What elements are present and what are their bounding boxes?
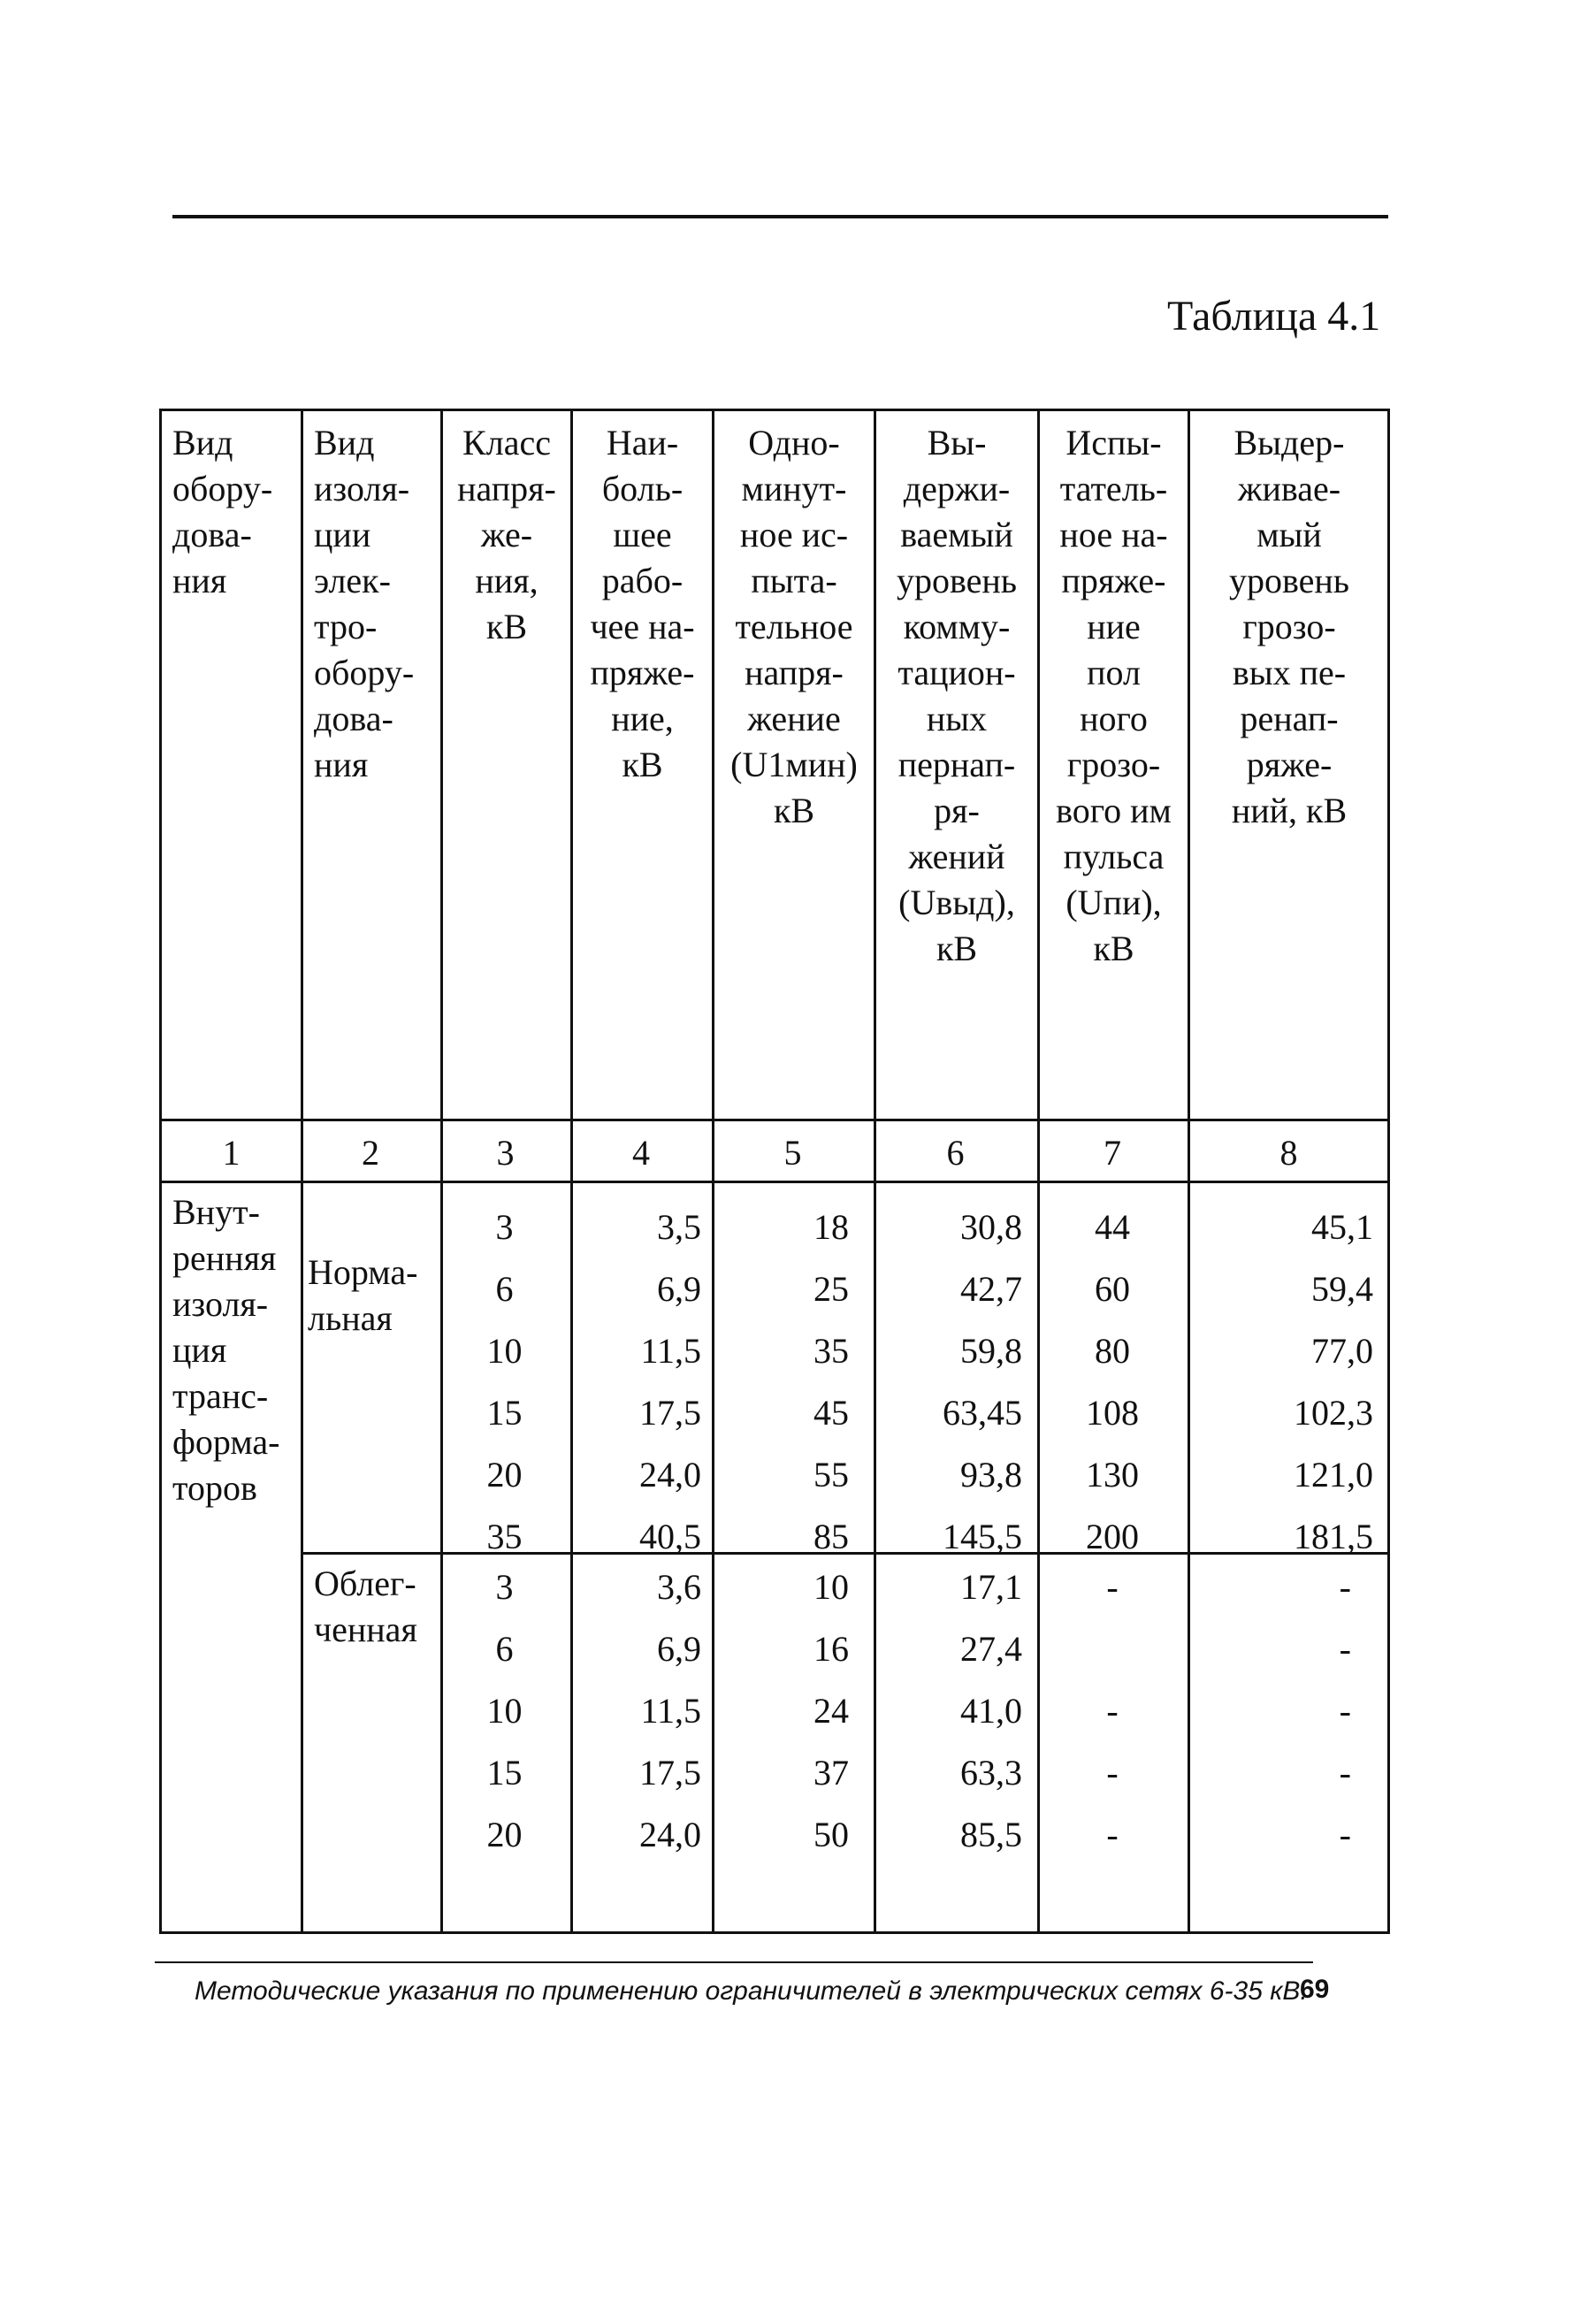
column-number: 7 bbox=[1104, 1133, 1121, 1173]
group-normal-col-switching: 30,8 42,7 59,8 63,45 93,8 145,5 bbox=[943, 1207, 1022, 1556]
footer-rule bbox=[155, 1961, 1313, 1963]
table-title: Таблица 4.1 bbox=[1167, 293, 1381, 340]
column-number: 8 bbox=[1279, 1133, 1298, 1173]
row-divider bbox=[162, 1119, 1387, 1121]
group-normal-col-voltage-class: 3 6 10 15 20 35 bbox=[486, 1207, 523, 1556]
insulation-normal-cell: Норма- льная bbox=[308, 1252, 418, 1338]
column-number: 4 bbox=[632, 1133, 650, 1173]
column-number: 1 bbox=[222, 1133, 241, 1173]
group-normal-col-one-minute: 18 25 35 45 55 85 bbox=[813, 1207, 849, 1556]
insulation-light-cell: Облег- ченная bbox=[314, 1563, 417, 1649]
page-number: 69 bbox=[1300, 1975, 1330, 2004]
equipment-type-cell: Внут- ренняя изоля- ция транс- форма- торов bbox=[172, 1192, 280, 1508]
row-divider bbox=[162, 1181, 1387, 1183]
column-number: 6 bbox=[946, 1133, 965, 1173]
top-rule bbox=[172, 215, 1388, 218]
header-lightning-impulse-test-voltage: Испы- татель- ное на- пряже- ние пол ного грозо- вого им пульса (Uпи), кВ bbox=[1056, 423, 1172, 968]
header-voltage-class: Класс напря- же- ния, кВ bbox=[457, 423, 556, 646]
header-equipment-type: Вид обору- дова- ния bbox=[172, 423, 273, 600]
header-switching-withstand-level: Вы- держи- ваемый уровень комму- тацион- ных пернап- ря- жений (Uвыд), кВ bbox=[896, 423, 1018, 968]
group-normal-col-max-working: 3,5 6,9 11,5 17,5 24,0 40,5 bbox=[639, 1207, 701, 1556]
group-light-col-lightning-withstand: - - - - - bbox=[1339, 1567, 1351, 1854]
header-one-minute-test-voltage: Одно- минут- ное ис- пыта- тельное напря- жение (U1мин) кВ bbox=[730, 423, 858, 830]
group-light-col-switching: 17,1 27,4 41,0 63,3 85,5 bbox=[960, 1567, 1022, 1854]
data-table bbox=[159, 409, 1390, 1934]
column-number: 3 bbox=[496, 1133, 515, 1173]
group-normal-col-impulse-test: 44 60 80 108 130 200 bbox=[1086, 1207, 1139, 1556]
column-number: 2 bbox=[362, 1133, 379, 1173]
group-light-col-impulse-test: - - - - bbox=[1106, 1567, 1119, 1854]
group-normal-col-lightning-withstand: 45,1 59,4 77,0 102,3 121,0 181,5 bbox=[1294, 1207, 1373, 1556]
header-lightning-withstand-level: Выдер- живае- мый уровень грозо- вых пе- ренап- ряже- ний, кВ bbox=[1228, 423, 1350, 830]
header-insulation-type: Вид изоля- ции элек- тро- обору- дова- ния bbox=[314, 423, 415, 784]
group-light-col-max-working: 3,6 6,9 11,5 17,5 24,0 bbox=[639, 1567, 701, 1854]
group-light-col-one-minute: 10 16 24 37 50 bbox=[813, 1567, 849, 1854]
header-max-working-voltage: Наи- боль- шее рабо- чее на- пряже- ние, кВ bbox=[590, 423, 695, 784]
column-number: 5 bbox=[783, 1133, 802, 1173]
group-light-col-voltage-class: 3 6 10 15 20 bbox=[486, 1567, 523, 1854]
footer-text: Методические указания по применению ограничителей в электрических сетях 6-35 кВ. bbox=[195, 1976, 1308, 2006]
